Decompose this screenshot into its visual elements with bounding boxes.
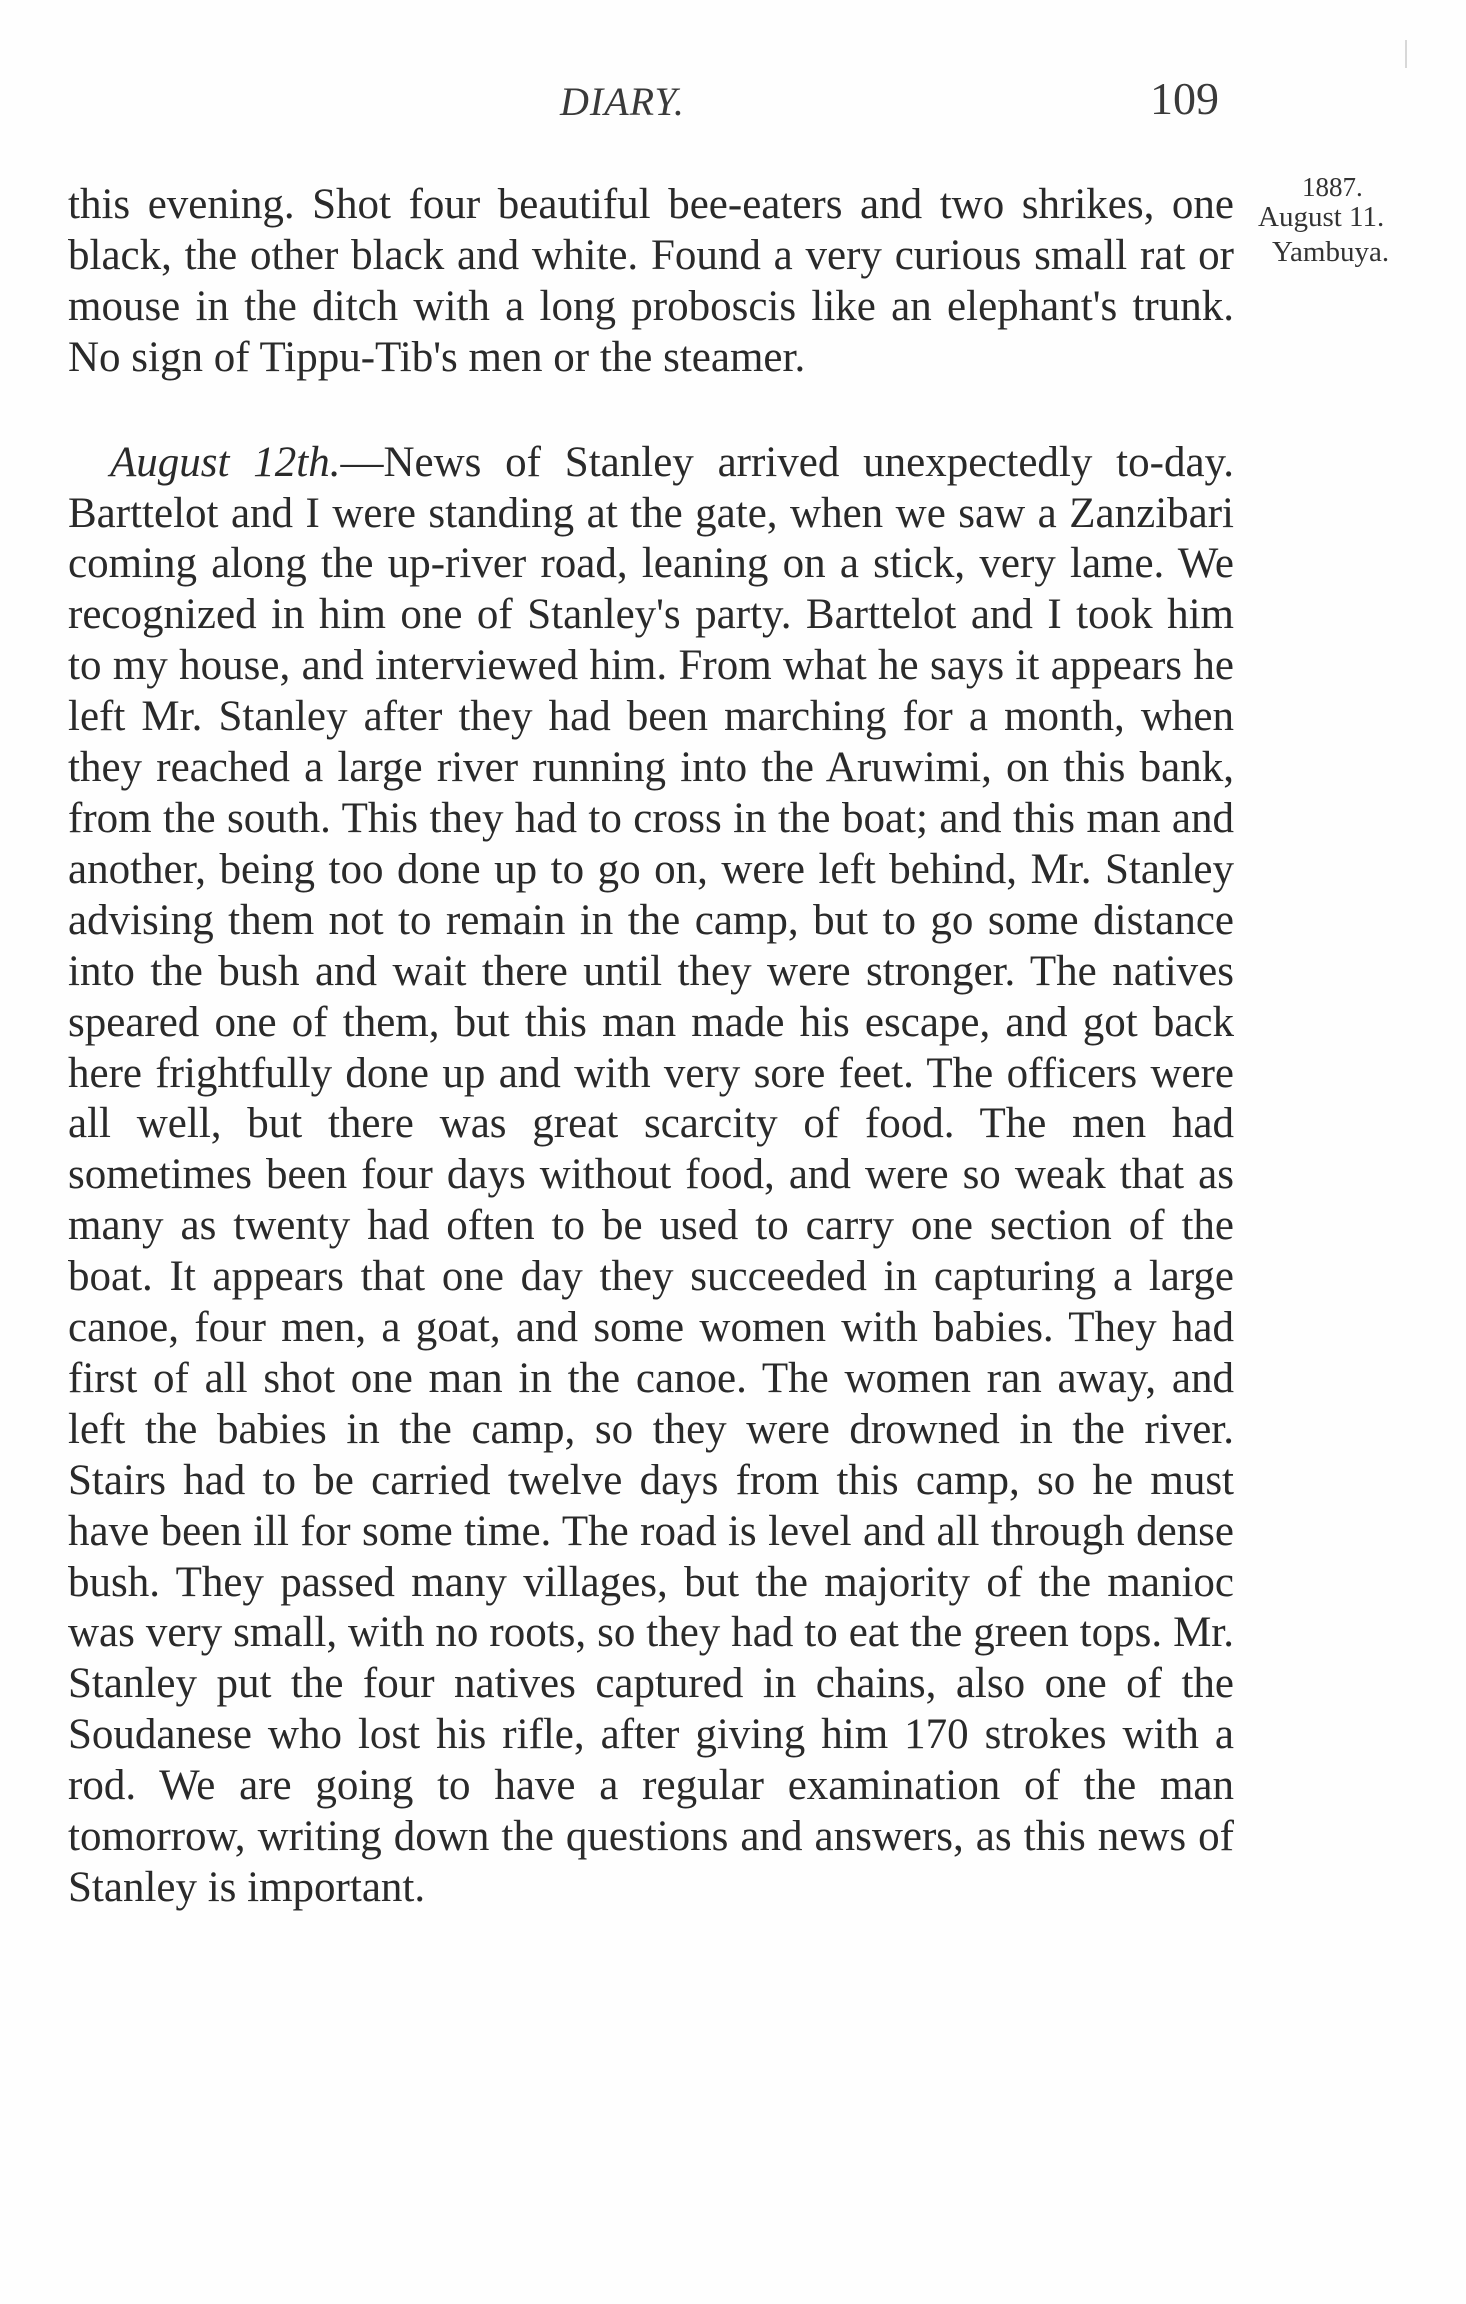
margin-note-place: Yambuya.	[1272, 236, 1390, 268]
margin-note	[1258, 174, 1448, 270]
page-edge-mark	[1405, 40, 1407, 68]
margin-note-date: August 11.	[1258, 201, 1385, 233]
page-number: 109	[1150, 73, 1219, 124]
margin-note-year: 1887.	[1302, 172, 1363, 202]
running-head: DIARY.	[560, 79, 685, 124]
paragraph-continuation: this evening. Shot four beautiful bee-eaters and two shrikes, one black, the other black and white. Found a very curious small rat or mouse in the ditch with a long proboscis like an elephant's trunk. No sign of Tippu-Tib's men or the steamer.	[68, 181, 1234, 381]
entry-date-heading: August 12th.	[110, 438, 341, 486]
entry-body-text: —News of Stanley arrived unexpectedly to-day. Barttelot and I were standing at the gate, when we saw a Zanzibari coming along the up-river road, leaning on a stick, very lame. We recognized in him one of Stanley's party. Barttelot and I took him to my house, and interviewed him. From what he says it appears he left Mr. Stanley after they had been marching for a month, when they reached a large river running into the Aruwimi, on this bank, from the south. This they had to cross in the boat; and this man and another, being too done up to go on, were left behind, Mr. Stanley advising them not to remain in the camp, but to go some distance into the bush and wait there until they were stronger. The natives speared one of them, but this man made his escape, and got back here frightfully done up and with very sore feet. The officers were all well, but there was great scarcity of food. The men had sometimes been four days without food, and were so weak that as many as twenty had often to be used to carry one section of the boat. It appears that one day they succeeded in capturing a large canoe, four men, a goat, and some women with babies. They had first of all shot one man in the canoe. The women ran away, and left the babies in the camp, so they were drowned in the river. Stairs had to be carried twelve days from this camp, so he must have been ill for some time. The road is level and all through dense bush. They passed many villages, but the majority of the manioc was very small, with no roots, so they had to eat the green tops. Mr. Stanley put the four natives captured in chains, also one of the Soudanese who lost his rifle, after giving him 170 strokes with a rod. We are going to have a regular examination of the man tomorrow, writing down the questions and answers, as this news of Stanley is important.	[68, 438, 1234, 1911]
text-column	[68, 180, 1234, 1914]
paragraph-diary-entry	[68, 438, 1234, 1914]
